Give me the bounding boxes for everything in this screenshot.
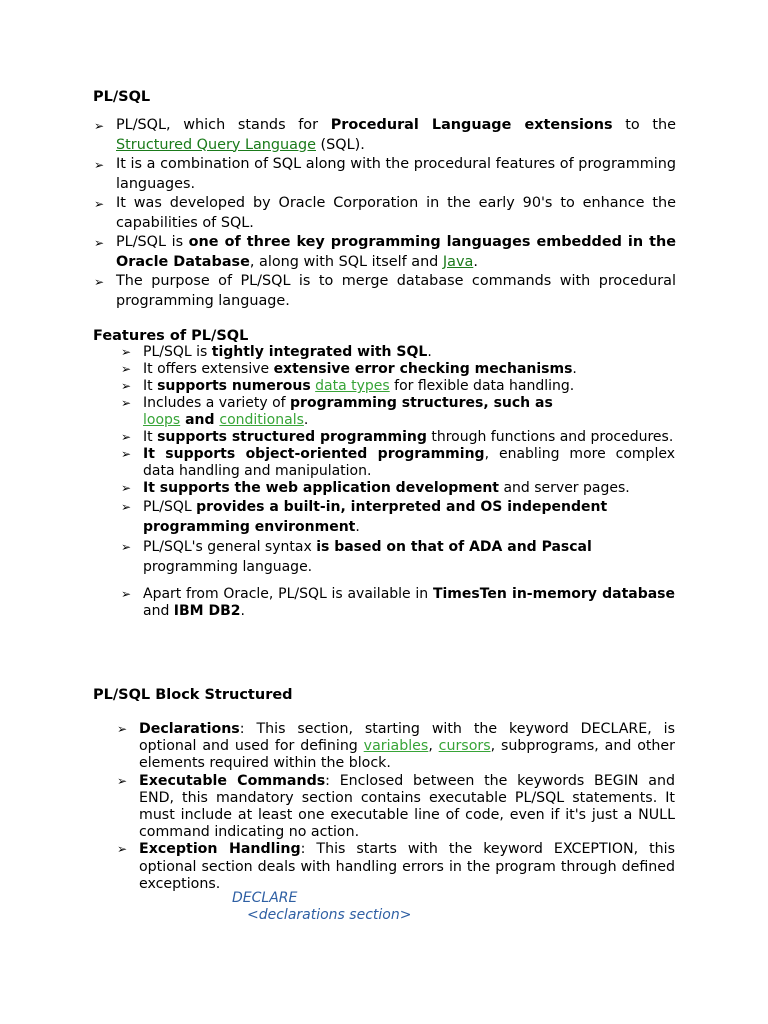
list-item: ➢ Exception Handling: This starts with the keyword EXCEPTION, this optional section deals with handling errors in the program through defined exceptions.: [117, 841, 675, 892]
arrow-bullet-icon: ➢: [121, 396, 132, 410]
arrow-bullet-icon: ➢: [121, 362, 132, 376]
plsql-intro-list: [94, 116, 676, 311]
arrow-bullet-icon: ➢: [117, 842, 128, 857]
list-item: ➢ PL/SQL, which stands for Procedural Language extensions to the Structured Query Language (SQL).: [94, 117, 676, 153]
list-item: ➢ PL/SQL is one of three key programming languages embedded in the Oracle Database, along with SQL itself and Java.: [94, 234, 676, 270]
list-item: ➢ PL/SQL is tightly integrated with SQL.: [121, 344, 432, 360]
list-item: ➢ It was developed by Oracle Corporation in the early 90's to enhance the capabilities of SQL.: [94, 195, 676, 231]
list-item: ➢ It offers extensive extensive error checking mechanisms.: [121, 361, 577, 377]
arrow-bullet-icon: ➢: [121, 447, 132, 461]
arrow-bullet-icon: ➢: [121, 540, 132, 554]
arrow-bullet-icon: ➢: [121, 481, 132, 495]
list-item: ➢ Declarations: This section, starting with the keyword DECLARE, is optional and used for defining variables, cursors, subprograms, and other elements required within the block.: [117, 721, 675, 772]
arrow-bullet-icon: ➢: [94, 275, 105, 289]
link-data-types[interactable]: data types: [315, 378, 390, 394]
section-title-block-structured: PL/SQL Block Structured: [93, 687, 293, 703]
arrow-bullet-icon: ➢: [121, 500, 132, 514]
list-item: ➢ It is a combination of SQL along with the procedural features of programming languages.: [94, 156, 676, 192]
list-item: ➢ Executable Commands: Enclosed between the keywords BEGIN and END, this mandatory section contains executable PL/SQL statements. It must include at least one executable line of code, even if it's just a NULL command indicating no action.: [117, 772, 675, 841]
list-item: ➢ It supports numerous data types for flexible data handling.: [121, 378, 575, 394]
link-cursors[interactable]: cursors: [438, 738, 491, 755]
arrow-bullet-icon: ➢: [121, 345, 132, 359]
list-item: ➢ PL/SQL's general syntax is based on that of ADA and Pascal programming language.: [121, 539, 592, 575]
list-item: ➢ The purpose of PL/SQL is to merge database commands with procedural programming language.: [94, 273, 676, 309]
link-conditionals[interactable]: conditionals: [219, 412, 304, 428]
arrow-bullet-icon: ➢: [94, 158, 105, 172]
code-declare: DECLARE: [232, 890, 298, 906]
code-declarations-section: <declarations section>: [247, 907, 412, 923]
list-item: ➢ It supports structured programming through functions and procedures.: [121, 429, 674, 445]
list-item: ➢ It supports object-oriented programming, enabling more complex data handling and manipulation.: [121, 446, 675, 479]
features-list: [121, 344, 676, 620]
section-title-plsql: PL/SQL: [93, 89, 151, 105]
section-title-features: Features of PL/SQL: [93, 328, 249, 344]
list-item: ➢ Apart from Oracle, PL/SQL is available in TimesTen in-memory database and IBM DB2.: [121, 586, 676, 619]
arrow-bullet-icon: ➢: [121, 379, 132, 393]
link-variables[interactable]: variables: [363, 738, 429, 755]
arrow-bullet-icon: ➢: [121, 587, 132, 601]
arrow-bullet-icon: ➢: [94, 119, 105, 133]
arrow-bullet-icon: ➢: [94, 236, 105, 250]
list-item: ➢ Includes a variety of programming structures, such as loops and conditionals.: [121, 395, 553, 428]
block-structure-list: [117, 721, 675, 893]
arrow-bullet-icon: ➢: [117, 773, 128, 788]
arrow-bullet-icon: ➢: [94, 197, 105, 211]
arrow-bullet-icon: ➢: [121, 430, 132, 444]
link-loops[interactable]: loops: [143, 412, 181, 428]
arrow-bullet-icon: ➢: [117, 722, 128, 736]
list-item: ➢ It supports the web application development and server pages.: [121, 480, 630, 496]
link-java[interactable]: Java: [442, 253, 474, 270]
list-item: ➢ PL/SQL provides a built-in, interpreted and OS independent programming environment.: [121, 499, 608, 535]
link-structured-query-language[interactable]: Structured Query Language: [116, 136, 316, 153]
